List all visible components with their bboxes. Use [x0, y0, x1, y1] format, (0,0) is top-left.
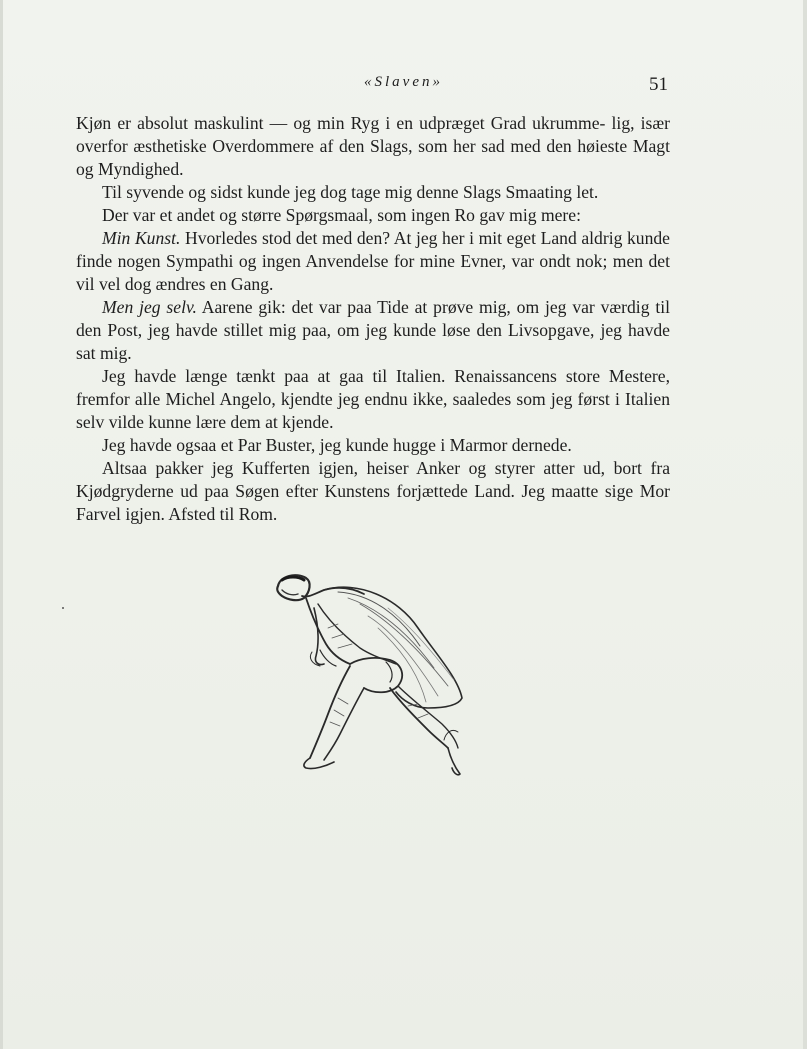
paragraph [76, 112, 670, 181]
paragraph [76, 181, 670, 204]
italic-lead: Men jeg selv. [102, 297, 197, 317]
paragraph [76, 434, 670, 457]
paragraph [76, 457, 670, 526]
running-title: «Slaven» [364, 74, 443, 90]
paragraph-text: Der var et andet og større Spørgsmaal, som ingen Ro gav mig mere: [102, 205, 581, 225]
body-text [76, 112, 670, 526]
paragraph [76, 227, 670, 296]
paragraph-text: Til syvende og sidst kunde jeg dog tage mig denne Slags Smaating let. [102, 182, 599, 202]
page-number: 51 [649, 74, 668, 95]
paragraph-text: Aarene gik: det var paa Tide at prøve mig, om jeg var værdig til den Post, jeg havde stillet mig paa, om jeg kunde løse den Livsopgave, jeg havde sat mig. [76, 297, 671, 363]
print-speck [62, 607, 64, 609]
paragraph-text: Jeg havde længe tænkt paa at gaa til Italien. Renaissancens store Mestere, fremfor alle Michel Angelo, kjendte jeg endnu ikke, saaledes som jeg først i Italien selv vilde kunne lære dem at kjende. [76, 366, 670, 432]
italic-lead: Min Kunst. [102, 228, 181, 248]
paragraph [76, 296, 670, 365]
slave-figure-sketch-icon [268, 568, 468, 778]
paragraph-text: Hvorledes stod det med den? At jeg her i mit eget Land aldrig kunde finde nogen Sympathi og ingen Anvendelse for mine Evner, var ondt nok; men det vil vel dog ændres en Gang. [76, 228, 670, 294]
paragraph-text: Kjøn er absolut maskulint — og min Ryg i en udpræget Grad ukrumme- lig, især overfor æsthetiske Overdommere af den Slags, som her sad med den høieste Magt og Myndighed. [76, 113, 670, 179]
paragraph [76, 365, 670, 434]
paragraph [76, 204, 670, 227]
paragraph-text: Jeg havde ogsaa et Par Buster, jeg kunde hugge i Marmor dernede. [102, 435, 572, 455]
paragraph-text: Altsaa pakker jeg Kufferten igjen, heiser Anker og styrer atter ud, bort fra Kjødgryderne ud paa Søgen efter Kunstens forjættede Land. Jeg maatte sige Mor Farvel igjen. Afsted til Rom. [76, 458, 670, 524]
